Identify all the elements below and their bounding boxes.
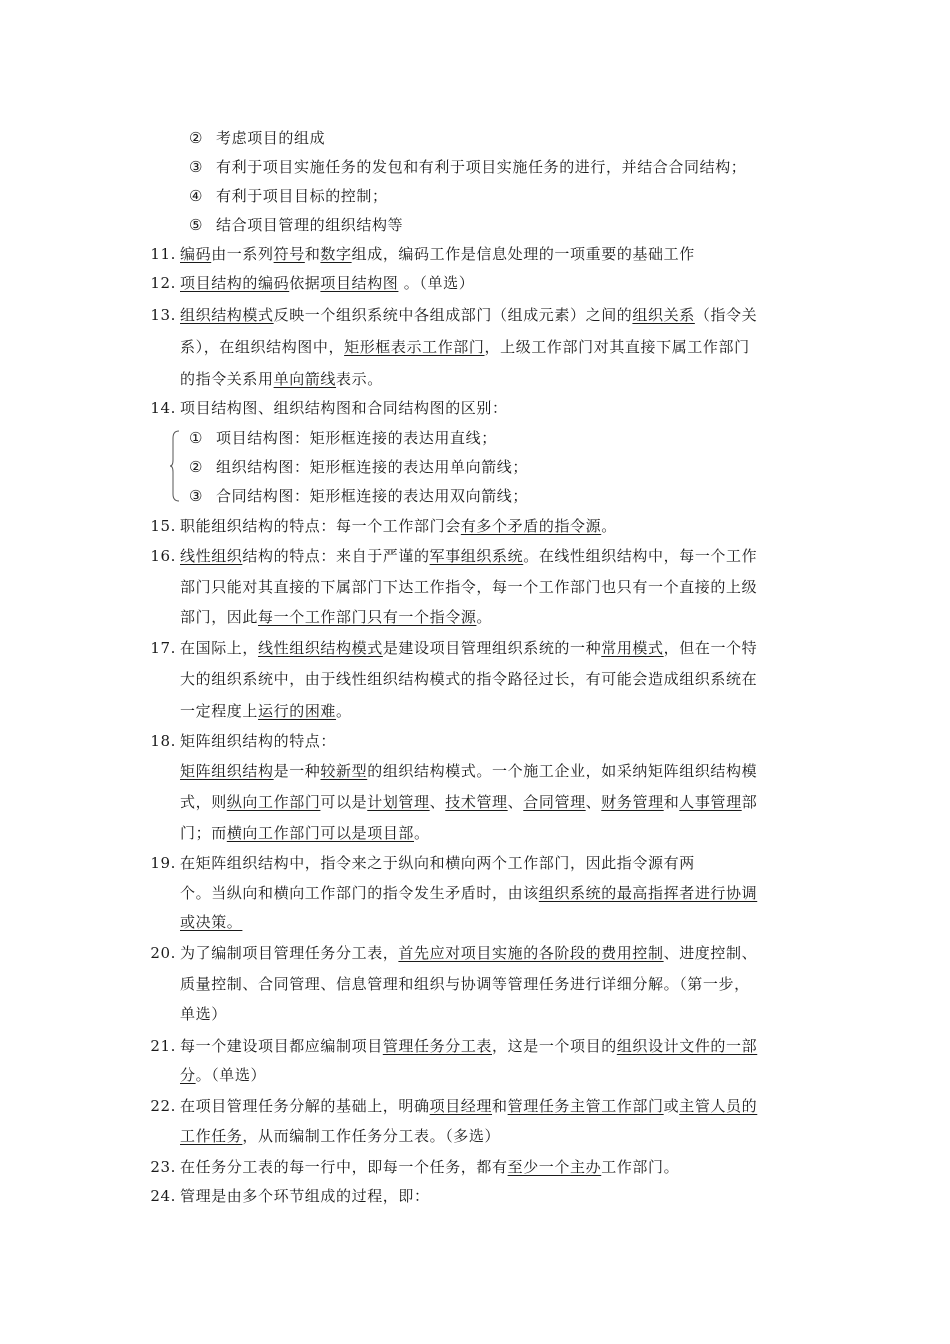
item-number: 16. <box>150 547 176 565</box>
key-term: 单向箭线 <box>273 370 337 388</box>
question-22-line-2 <box>180 1126 500 1146</box>
text: 。 <box>476 608 493 626</box>
item-marker: ⑤ <box>188 216 204 234</box>
list-item <box>186 186 388 206</box>
question-14 <box>146 398 508 418</box>
key-term: 组织结构模式 <box>180 306 274 324</box>
brace-icon <box>170 430 180 502</box>
item-text: 结合项目管理的组织结构等 <box>216 216 404 234</box>
item-number: 15. <box>150 517 176 535</box>
question-19-line-2 <box>180 883 757 903</box>
text: 矩阵组织结构的特点： <box>180 732 337 750</box>
question-18 <box>146 731 336 751</box>
text: 式，则 <box>180 793 227 811</box>
key-term: 编码 <box>180 245 212 263</box>
item-number: 12. <box>150 274 176 292</box>
text: 反映一个组织系统中各组成部门（组成元素）之间的 <box>273 306 633 324</box>
text: 的组织结构模式。一个施工企业，如采纳矩阵组织结构模 <box>367 762 758 780</box>
key-term: 首先应对项目实施的各阶段的费用控制 <box>398 944 664 962</box>
key-term: 项目结构图 <box>320 274 399 292</box>
text: 、进度控制、 <box>663 944 758 962</box>
key-term: 合同管理 <box>523 793 586 811</box>
item-marker: ① <box>188 429 204 447</box>
text: 职能组织结构的特点：每一个工作部门会 <box>180 517 461 535</box>
item-marker: ④ <box>188 187 204 205</box>
text: 是一种 <box>273 762 321 780</box>
item-number: 24. <box>150 1187 176 1205</box>
text: 或 <box>663 1097 680 1115</box>
text: 管理是由多个环节组成的过程，即： <box>180 1187 430 1205</box>
question-13-line-3 <box>180 369 383 389</box>
key-term: 技术管理 <box>445 793 508 811</box>
key-term: 至少一个主办 <box>507 1158 602 1176</box>
key-term: 主管人员的 <box>679 1097 758 1115</box>
text: ，从而编制工作任务分工表。（多选） <box>242 1127 501 1145</box>
key-term: 管理任务分工表 <box>382 1037 493 1055</box>
question-20-line-2 <box>180 974 750 994</box>
text: 。（单选） <box>398 274 475 292</box>
question-17 <box>146 638 757 658</box>
question-20-line-3 <box>180 1004 227 1024</box>
key-term: 或决策。 <box>180 913 243 931</box>
item-text: 考虑项目的组成 <box>216 129 326 147</box>
text: 、 <box>507 793 524 811</box>
key-term: 分 <box>180 1066 196 1084</box>
text: ，上级工作部门对其直接下属工作部门 <box>484 338 750 356</box>
key-term: 运行的困难 <box>258 702 337 720</box>
text: 质量控制、合同管理、信息管理和组织与协调等管理任务进行详细分解。（第一步， <box>180 975 750 993</box>
text: 可以是 <box>320 793 368 811</box>
item-number: 23. <box>150 1158 176 1176</box>
list-item <box>186 486 528 506</box>
text: 。 <box>601 517 617 535</box>
text: 组成，编码工作是信息处理的一项重要的基础工作 <box>351 245 695 263</box>
key-term: 每一个工作部门只有一个指令源 <box>258 608 477 626</box>
key-term: 组织关系 <box>632 306 695 324</box>
list-item <box>186 457 528 477</box>
text: 在国际上， <box>180 639 259 657</box>
key-term: 项目结构的编码 <box>180 274 290 292</box>
item-marker: ③ <box>188 487 204 505</box>
text: 个。当纵向和横向工作部门的指令发生矛盾时，由该 <box>180 884 539 902</box>
text: 和 <box>492 1097 508 1115</box>
text: 的指令关系用 <box>180 370 274 388</box>
text: 大的组织系统中，由于线性组织结构模式的指令路径过长，有可能会造成组织系统在 <box>180 670 758 688</box>
item-number: 21. <box>150 1037 176 1055</box>
text: 在矩阵组织结构中，指令来之于纵向和横向两个工作部门，因此指令源有两 <box>180 854 695 872</box>
text: 工作部门。 <box>601 1158 680 1176</box>
text: 。 <box>414 824 430 842</box>
item-marker: ③ <box>188 158 204 176</box>
question-20 <box>146 943 757 963</box>
key-term: 矩阵组织结构 <box>180 762 274 780</box>
text: 单选） <box>180 1005 227 1023</box>
question-16-line-3 <box>180 607 492 627</box>
list-item <box>186 215 403 235</box>
item-number: 14. <box>150 399 176 417</box>
question-24 <box>146 1186 430 1206</box>
item-number: 20. <box>150 944 176 962</box>
question-23 <box>146 1157 679 1177</box>
text: 一定程度上 <box>180 702 259 720</box>
question-18-line-2 <box>180 761 757 781</box>
key-term: 线性组织结构模式 <box>258 639 383 657</box>
list-item <box>186 157 746 177</box>
key-term: 常用模式 <box>601 639 664 657</box>
key-term: 军事组织系统 <box>429 547 524 565</box>
item-number: 18. <box>150 732 176 750</box>
text: （指令关 <box>694 306 758 324</box>
item-number: 11. <box>150 245 176 263</box>
question-13-line-2 <box>180 337 750 357</box>
key-term: 矩形框表示工作部门 <box>344 338 485 356</box>
question-11 <box>146 244 695 264</box>
item-number: 13. <box>150 306 176 324</box>
text: 和 <box>663 793 680 811</box>
text: 表示。 <box>336 370 383 388</box>
question-18-line-3 <box>180 792 757 812</box>
question-21 <box>146 1036 757 1056</box>
item-text: 组织结构图：矩形框连接的表达用单向箭线； <box>216 458 529 476</box>
question-19-line-3 <box>180 912 242 932</box>
key-term: 人事管理 <box>679 793 742 811</box>
question-12 <box>146 273 474 293</box>
question-19 <box>146 853 695 873</box>
text: 每一个建设项目都应编制项目 <box>180 1037 383 1055</box>
item-marker: ② <box>188 458 204 476</box>
question-17-line-3 <box>180 701 352 721</box>
question-17-line-2 <box>180 669 757 689</box>
key-term: 计划管理 <box>367 793 430 811</box>
key-term: 较新型 <box>320 762 368 780</box>
text: 由一系列 <box>211 245 274 263</box>
text: 。在线性组织结构中，每一个工作 <box>523 547 758 565</box>
key-term: 管理任务主管工作部门 <box>507 1097 664 1115</box>
item-number: 22. <box>150 1097 176 1115</box>
question-16-line-2 <box>180 577 757 597</box>
text: 依据 <box>289 274 321 292</box>
text: 部门只能对其直接的下属部门下达工作指令，每一个工作部门也只有一个直接的上级 <box>180 578 758 596</box>
text: 部 <box>741 793 758 811</box>
key-term: 纵向工作部门 <box>226 793 321 811</box>
item-marker: ② <box>188 129 204 147</box>
text: 在任务分工表的每一行中，即每一个任务，都有 <box>180 1158 508 1176</box>
text: 、 <box>585 793 602 811</box>
text: 。（单选） <box>195 1066 267 1084</box>
item-text: 有利于项目实施任务的发包和有利于项目实施任务的进行，并结合合同结构； <box>216 158 747 176</box>
text: ，这是一个项目的 <box>492 1037 617 1055</box>
text: 。 <box>336 702 352 720</box>
key-term: 财务管理 <box>601 793 664 811</box>
text: 、 <box>429 793 446 811</box>
question-22 <box>146 1096 757 1116</box>
text: 是建设项目管理组织系统的一种 <box>382 639 602 657</box>
question-21-line-2 <box>180 1065 266 1085</box>
item-text: 有利于项目目标的控制； <box>216 187 388 205</box>
key-term: 有多个矛盾的指令源 <box>460 517 602 535</box>
key-term: 线性组织 <box>180 547 243 565</box>
question-18-line-4 <box>180 823 430 843</box>
text: 门；而 <box>180 824 227 842</box>
text: ，但在一个特 <box>663 639 758 657</box>
key-term: 项目经理 <box>429 1097 493 1115</box>
key-term: 横向工作部门可以是项目部 <box>226 824 415 842</box>
text: 和 <box>304 245 321 263</box>
key-term: 组织系统的最高指挥者进行协调 <box>538 884 758 902</box>
text: 项目结构图、组织结构图和合同结构图的区别： <box>180 399 508 417</box>
question-13 <box>146 305 757 325</box>
key-term: 工作任务 <box>180 1127 243 1145</box>
question-15 <box>146 516 617 536</box>
text: 在项目管理任务分解的基础上，明确 <box>180 1097 430 1115</box>
item-text: 项目结构图：矩形框连接的表达用直线； <box>216 429 497 447</box>
item-number: 17. <box>150 639 176 657</box>
question-16 <box>146 546 757 566</box>
list-item <box>186 428 497 448</box>
key-term: 组织设计文件的一部 <box>616 1037 758 1055</box>
key-term: 符号 <box>273 245 305 263</box>
text: 结构的特点：来自于严谨的 <box>242 547 430 565</box>
item-text: 合同结构图：矩形框连接的表达用双向箭线； <box>216 487 529 505</box>
list-item <box>186 128 325 148</box>
text: 系），在组织结构图中， <box>180 338 345 356</box>
key-term: 数字 <box>320 245 352 263</box>
item-number: 19. <box>150 854 176 872</box>
text: 部门，因此 <box>180 608 259 626</box>
text: 为了编制项目管理任务分工表， <box>180 944 399 962</box>
